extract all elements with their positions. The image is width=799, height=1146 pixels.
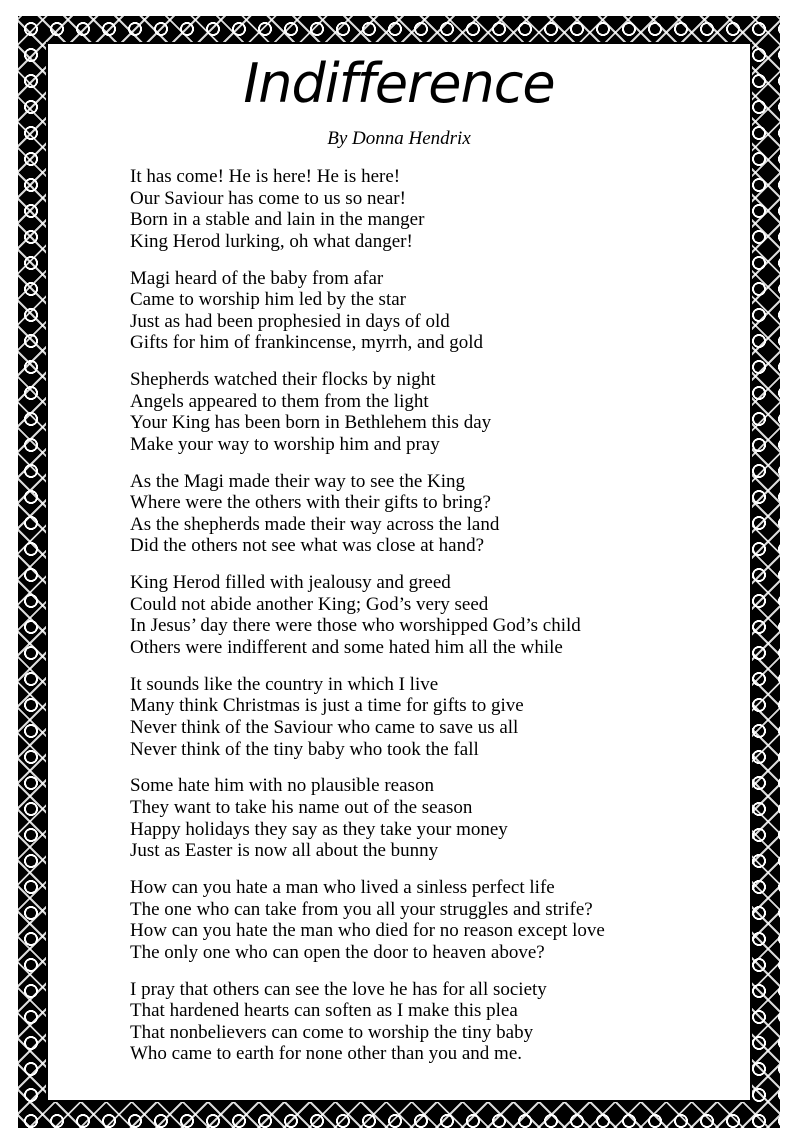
poem-line: The only one who can open the door to heaven above? <box>130 941 545 963</box>
stanza <box>130 369 730 455</box>
poem-line: Make your way to worship him and pray <box>130 433 440 455</box>
poem-line: I pray that others can see the love he has for all society <box>130 978 547 1000</box>
stanza <box>130 471 730 557</box>
stanza <box>130 775 730 861</box>
poem-line: Came to worship him led by the star <box>130 289 406 311</box>
stanza <box>130 572 730 658</box>
poem-line: Never think of the tiny baby who took the fall <box>130 738 479 760</box>
poem-line: Could not abide another King; God’s very seed <box>130 593 489 615</box>
poem-line: It sounds like the country in which I live <box>130 673 439 695</box>
poem-line: Others were indifferent and some hated him all the while <box>130 637 563 659</box>
stanza <box>130 674 730 760</box>
poem-body <box>130 166 730 1080</box>
poem-author: By Donna Hendrix <box>327 128 471 149</box>
poem-line: King Herod filled with jealousy and greed <box>130 572 451 594</box>
poem-line: Where were the others with their gifts to bring? <box>130 492 491 514</box>
poem-line: Gifts for him of frankincense, myrrh, and gold <box>130 332 483 354</box>
poem-line: As the shepherds made their way across the land <box>130 513 500 535</box>
poem-line: That nonbelievers can come to worship the tiny baby <box>130 1021 534 1043</box>
poem-line: Angels appeared to them from the light <box>130 390 429 412</box>
stanza <box>130 877 730 963</box>
stanza <box>130 166 730 252</box>
poem-line: Just as Easter is now all about the bunny <box>130 840 439 862</box>
poem-title: Indifference <box>243 52 555 115</box>
poem-line: As the Magi made their way to see the King <box>130 470 466 492</box>
stanza <box>130 268 730 354</box>
poem-line: Magi heard of the baby from afar <box>130 267 384 289</box>
poem-line: They want to take his name out of the season <box>130 796 473 818</box>
poem-line: Some hate him with no plausible reason <box>130 775 434 797</box>
poem-line: In Jesus’ day there were those who worshipped God’s child <box>130 615 581 637</box>
poem-line: Born in a stable and lain in the manger <box>130 209 425 231</box>
poem-line: Your King has been born in Bethlehem this day <box>130 412 492 434</box>
poem-line: Just as had been prophesied in days of old <box>130 310 450 332</box>
poem-line: How can you hate a man who lived a sinless perfect life <box>130 876 555 898</box>
poem-line: How can you hate the man who died for no reason except love <box>130 920 605 942</box>
poem-line: Many think Christmas is just a time for gifts to give <box>130 695 524 717</box>
poem-page <box>52 48 746 1094</box>
stanza <box>130 979 730 1065</box>
poem-line: Shepherds watched their flocks by night <box>130 369 436 391</box>
poem-line: It has come! He is here! He is here! <box>130 166 401 187</box>
poem-line: The one who can take from you all your struggles and strife? <box>130 898 593 920</box>
poem-line: Did the others not see what was close at hand? <box>130 535 485 557</box>
poem-line: Happy holidays they say as they take your money <box>130 818 508 840</box>
poem-line: King Herod lurking, oh what danger! <box>130 230 413 252</box>
poem-line: Our Saviour has come to us so near! <box>130 187 406 209</box>
poem-line: Never think of the Saviour who came to save us all <box>130 717 519 738</box>
poem-line: That hardened hearts can soften as I make this plea <box>130 1000 518 1022</box>
poem-line: Who came to earth for none other than you and me. <box>130 1043 522 1065</box>
